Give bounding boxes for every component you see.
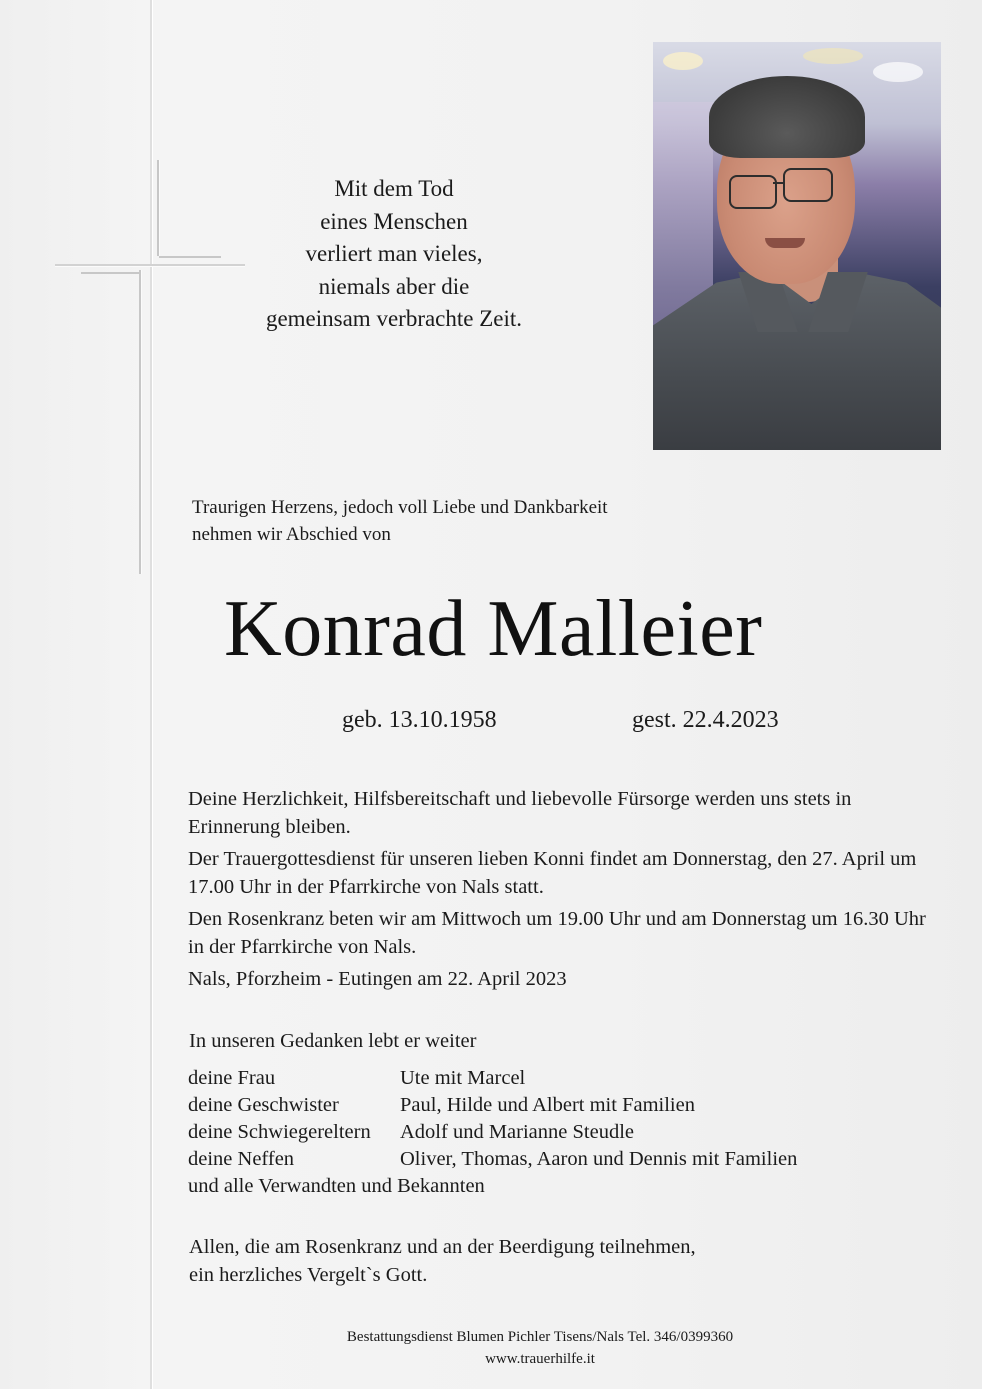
birth-date: geb. 13.10.1958 xyxy=(342,707,497,733)
website-url: www.trauerhilfe.it xyxy=(485,1351,595,1367)
thanks-line: Allen, die am Rosenkranz und an der Beerdigung teilnehmen, xyxy=(189,1236,696,1258)
footer xyxy=(290,1326,790,1370)
funeral-home-info: Bestattungsdienst Blumen Pichler Tisens/Nals Tel. 346/0399360 xyxy=(346,1329,734,1345)
poem-line: eines Menschen xyxy=(320,208,468,234)
obituary-body xyxy=(188,785,938,997)
relative-names: Adolf und Marianne Steudle xyxy=(400,1121,634,1143)
intro-line: nehmen wir Abschied von xyxy=(192,524,391,545)
relative-names: Paul, Hilde und Albert mit Familien xyxy=(400,1094,695,1116)
intro-text xyxy=(192,494,608,548)
cross-vertical-upper xyxy=(157,160,159,256)
deceased-name: Konrad Malleier xyxy=(224,585,763,673)
relative-row xyxy=(188,1146,798,1173)
relative-row xyxy=(188,1065,526,1092)
portrait-photo xyxy=(653,42,941,450)
poem-line: verliert man vieles, xyxy=(305,241,483,266)
poem xyxy=(212,173,576,336)
death-date: gest. 22.4.2023 xyxy=(632,707,779,733)
cross-vertical-lower xyxy=(139,270,141,574)
relative-label: deine Neffen xyxy=(188,1148,295,1170)
intro-line: Traurigen Herzens, jedoch voll Liebe und Dankbarkeit xyxy=(192,497,608,518)
thanks-text xyxy=(189,1233,696,1289)
funeral-service-paragraph: Der Trauergottesdienst für unseren lieben Konni findet am Donnerstag, den 27. April um 17.00 Uhr in der Pfarrkirche von Nals statt. xyxy=(188,848,917,898)
relative-row xyxy=(188,1119,634,1146)
cross-horizontal-lower xyxy=(81,272,139,274)
thoughts-line: In unseren Gedanken lebt er weiter xyxy=(189,1030,477,1052)
poem-line: gemeinsam verbrachte Zeit. xyxy=(265,306,523,331)
relative-label: deine Schwiegereltern xyxy=(188,1121,371,1143)
relative-label: deine Frau xyxy=(188,1067,276,1089)
poem-line: niemals aber die xyxy=(318,273,470,299)
relatives-all: und alle Verwandten und Bekannten xyxy=(188,1175,485,1197)
relative-label: deine Geschwister xyxy=(188,1094,339,1116)
relative-names: Ute mit Marcel xyxy=(400,1067,526,1089)
life-dates xyxy=(342,702,779,738)
relative-names: Oliver, Thomas, Aaron und Dennis mit Familien xyxy=(400,1148,798,1170)
body-paragraph: Deine Herzlichkeit, Hilfsbereitschaft und liebevolle Fürsorge werden uns stets in Erinnerung bleiben. xyxy=(188,788,852,838)
poem-line: Mit dem Tod xyxy=(334,176,454,201)
relatives-list xyxy=(188,1065,798,1200)
thanks-line: ein herzliches Vergelt`s Gott. xyxy=(189,1264,428,1286)
rosary-paragraph: Den Rosenkranz beten wir am Mittwoch um 19.00 Uhr und am Donnerstag um 16.30 Uhr in der Pfarrkirche von Nals. xyxy=(188,908,926,958)
place-date: Nals, Pforzheim - Eutingen am 22. April 2023 xyxy=(188,968,567,990)
relative-row xyxy=(188,1092,695,1119)
